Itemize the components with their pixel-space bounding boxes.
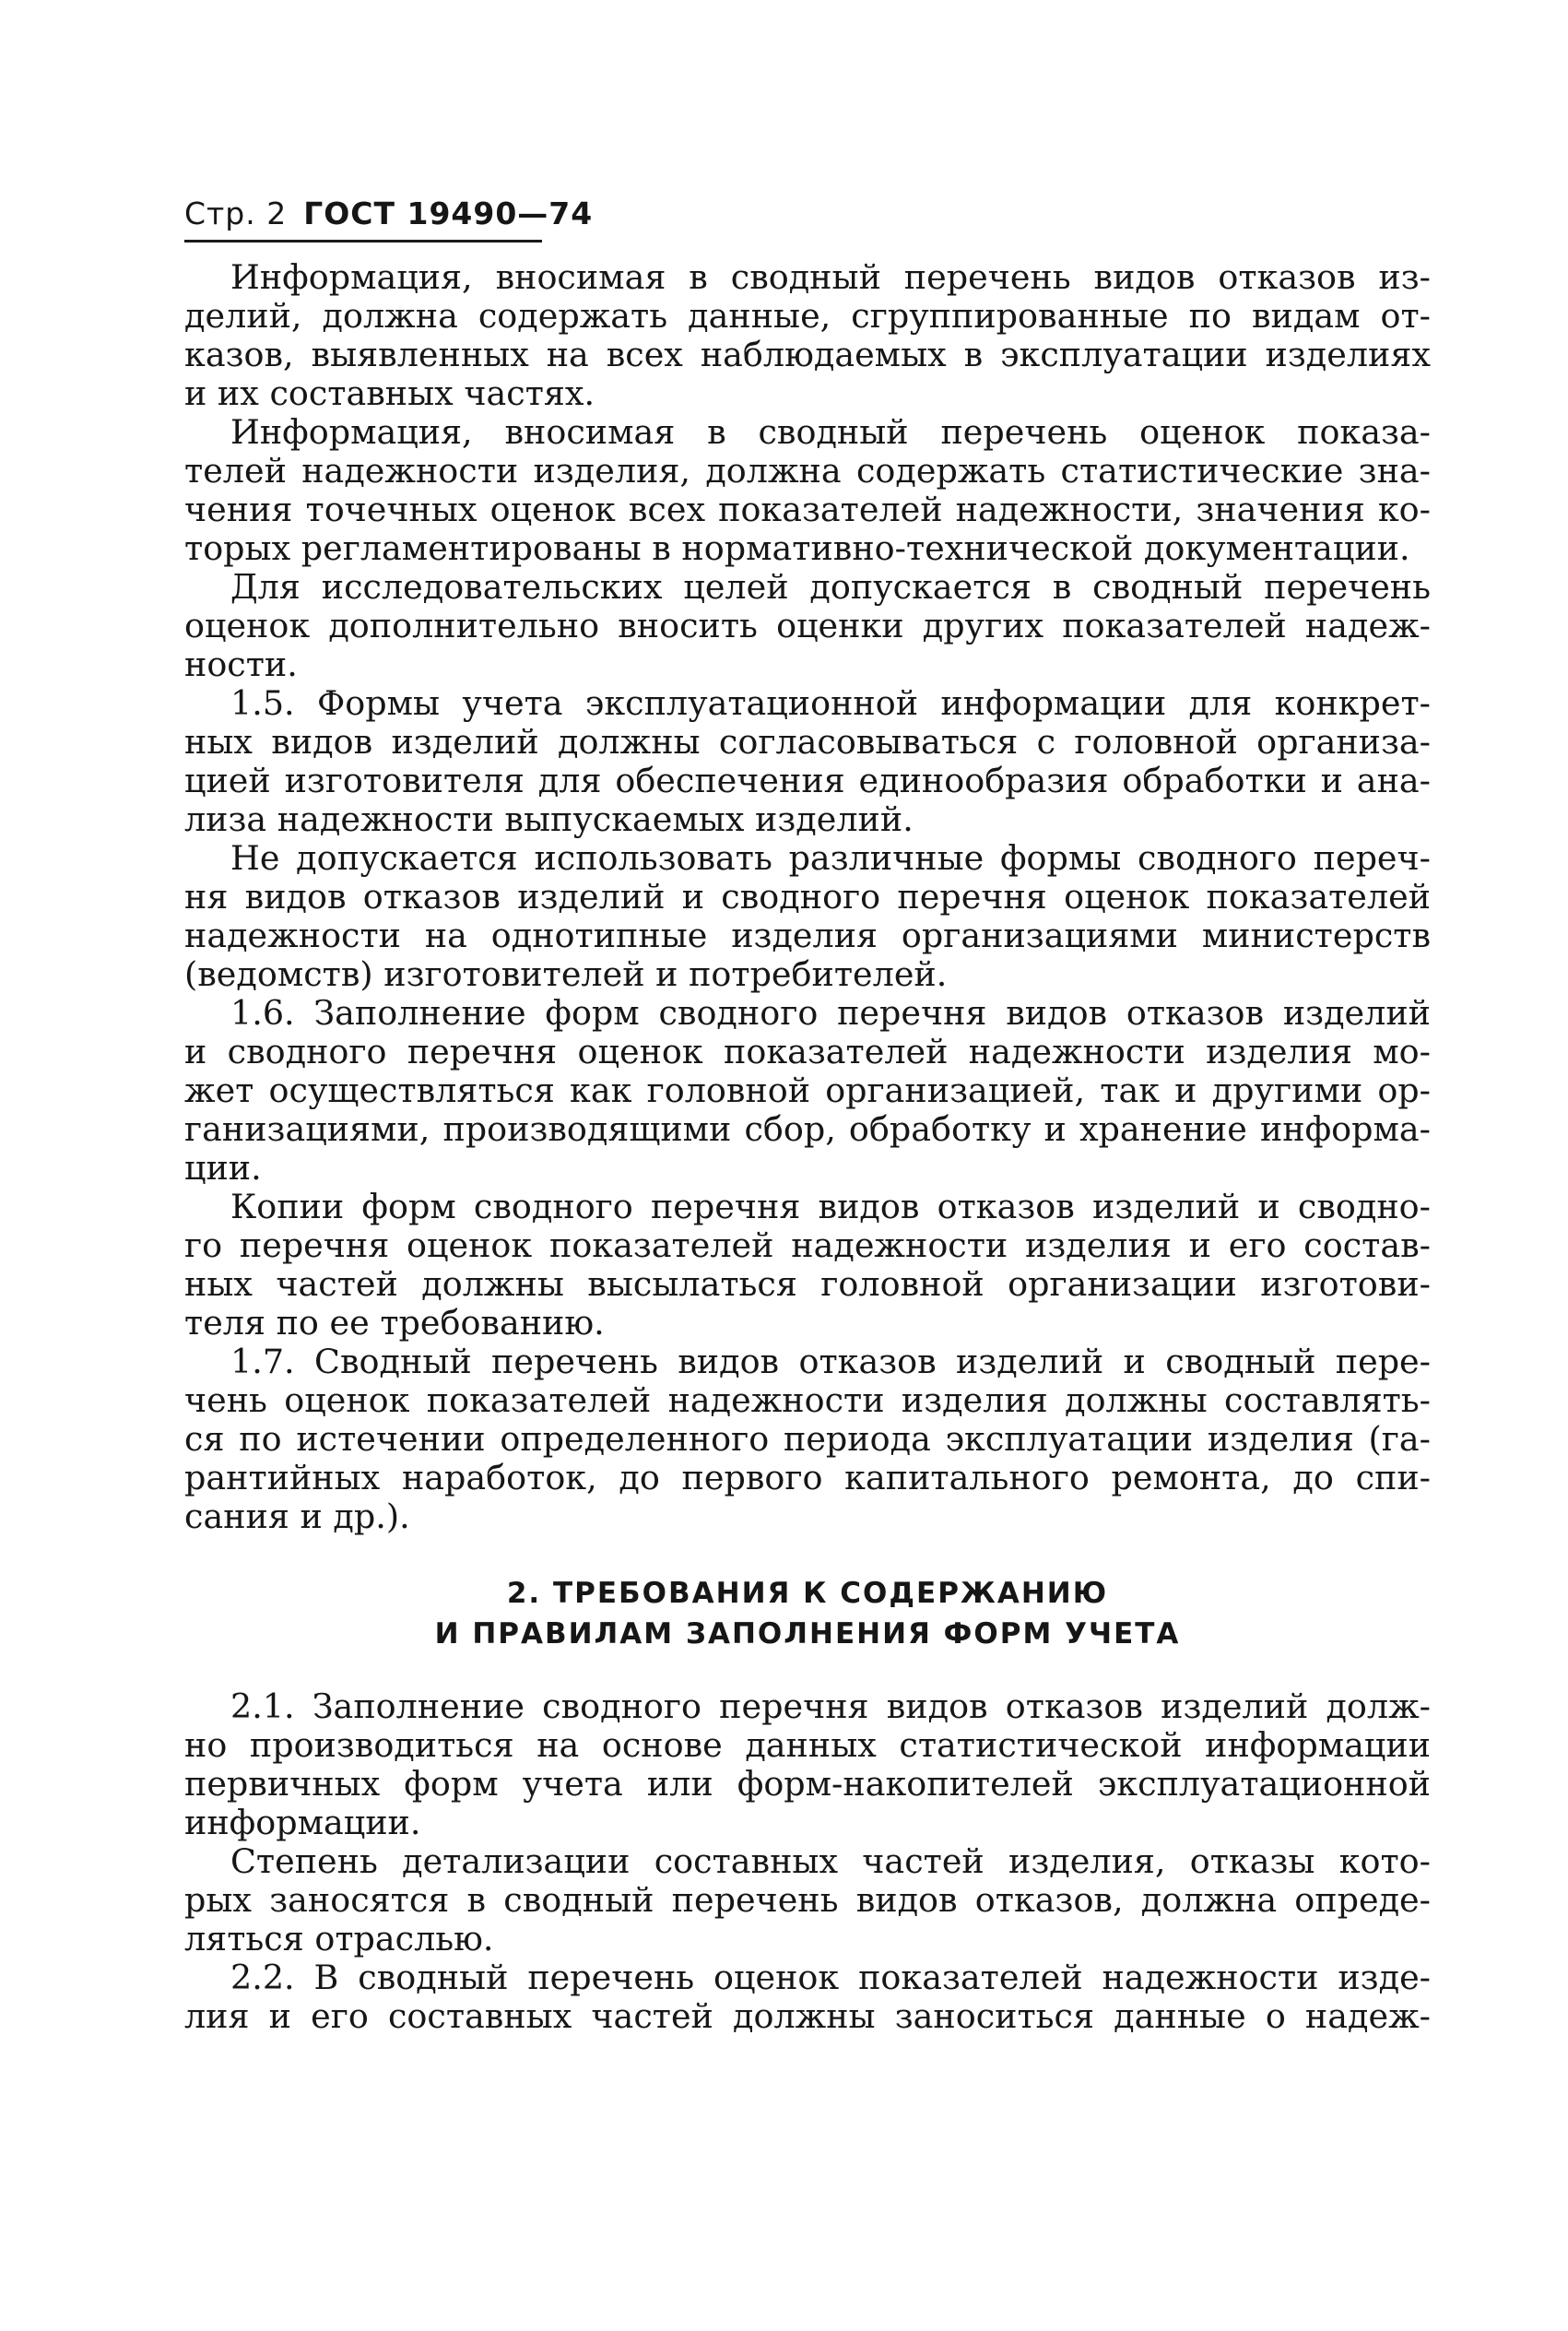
body-part-1 <box>184 258 1431 1536</box>
text-line: лиза надежности выпускаемых изделий. <box>184 799 914 839</box>
text-line: казов, выявленных на всех наблюдаемых в эксплуатации изделиях <box>184 335 1431 374</box>
body-part-2 <box>184 1687 1431 2036</box>
text-line: делий, должна содержать данные, сгруппированные по видам от- <box>184 296 1431 336</box>
standard-designation: ГОСТ 19490—74 <box>303 195 594 231</box>
paragraph <box>184 684 1431 839</box>
text-line: ня видов отказов изделий и сводного перечня оценок показателей <box>184 877 1431 917</box>
text-line: жет осуществляться как головной организацией, так и другими ор- <box>184 1071 1431 1110</box>
paragraph <box>184 1343 1431 1536</box>
text-line: ганизациями, производящими сбор, обработку и хранение информа- <box>184 1109 1431 1149</box>
text-line: информации. <box>184 1803 421 1842</box>
text-line: 1.7. Сводный перечень видов отказов изделий и сводный пере- <box>230 1342 1431 1381</box>
header-rule <box>184 240 542 243</box>
text-line: Информация, вносимая в сводный перечень оценок показа- <box>230 412 1431 452</box>
text-line: ся по истечении определенного периода эксплуатации изделия (га- <box>184 1419 1431 1459</box>
paragraph <box>184 258 1431 413</box>
text-line: Не допускается использовать различные формы сводного переч- <box>230 838 1431 878</box>
text-line: телей надежности изделия, должна содержать статистические зна- <box>184 451 1431 491</box>
text-line: чения точечных оценок всех показателей надежности, значения ко- <box>184 490 1431 529</box>
text-line: и сводного перечня оценок показателей надежности изделия мо- <box>184 1032 1431 1071</box>
paragraph <box>184 1687 1431 1842</box>
text-line: 2.2. В сводный перечень оценок показателей надежности изде- <box>230 1958 1431 1997</box>
text-line: ции. <box>184 1148 262 1188</box>
paragraph <box>184 839 1431 994</box>
section-heading-line-2: И ПРАВИЛАМ ЗАПОЛНЕНИЯ ФОРМ УЧЕТА <box>434 1617 1181 1651</box>
text-line: ляться отраслью. <box>184 1919 494 1958</box>
paragraph <box>184 994 1431 1188</box>
page-header <box>184 195 593 231</box>
text-line: но производиться на основе данных статистической информации <box>184 1725 1431 1765</box>
text-line: 1.6. Заполнение форм сводного перечня видов отказов изделий <box>230 993 1431 1033</box>
body-text <box>184 258 1431 2036</box>
paragraph <box>184 413 1431 568</box>
paragraph <box>184 568 1431 684</box>
text-line: рых заносятся в сводный перечень видов отказов, должна опреде- <box>184 1880 1431 1920</box>
text-line: цией изготовителя для обеспечения единообразия обработки и ана- <box>184 761 1431 800</box>
text-line: (ведомств) изготовителей и потребителей. <box>184 954 948 994</box>
text-line: Степень детализации составных частей изделия, отказы кото- <box>230 1841 1431 1881</box>
text-line: ных частей должны высылаться головной организации изготови- <box>184 1264 1431 1304</box>
page-number-label: Стр. 2 <box>184 195 288 231</box>
text-line: торых регламентированы в нормативно-технической документации. <box>184 528 1410 568</box>
text-line: го перечня оценок показателей надежности изделия и его состав- <box>184 1225 1431 1265</box>
text-line: и их составных частях. <box>184 373 595 413</box>
section-heading-line-1: 2. ТРЕБОВАНИЯ К СОДЕРЖАНИЮ <box>506 1577 1109 1610</box>
text-line: Для исследовательских целей допускается в сводный перечень <box>230 567 1431 607</box>
text-line: оценок дополнительно вносить оценки других показателей надеж- <box>184 606 1431 645</box>
text-line: Копии форм сводного перечня видов отказов изделий и сводно- <box>230 1187 1431 1226</box>
text-line: рантийных наработок, до первого капитального ремонта, до спи- <box>184 1458 1431 1497</box>
paragraph <box>184 1958 1431 2036</box>
text-line: ных видов изделий должны согласовываться с головной организа- <box>184 722 1431 762</box>
text-line: первичных форм учета или форм-накопителей эксплуатационной <box>184 1764 1431 1804</box>
paragraph <box>184 1188 1431 1343</box>
text-line: чень оценок показателей надежности изделия должны составлять- <box>184 1380 1431 1420</box>
text-line: ности. <box>184 645 298 684</box>
text-line: 1.5. Формы учета эксплуатационной информации для конкрет- <box>230 683 1431 723</box>
section-heading <box>184 1573 1431 1654</box>
text-line: 2.1. Заполнение сводного перечня видов отказов изделий долж- <box>230 1686 1431 1726</box>
text-line: Информация, вносимая в сводный перечень видов отказов из- <box>230 257 1431 297</box>
paragraph <box>184 1842 1431 1958</box>
text-line: надежности на однотипные изделия организациями министерств <box>184 916 1431 955</box>
text-line: теля по ее требованию. <box>184 1303 605 1343</box>
text-line: сания и др.). <box>184 1497 410 1536</box>
text-line: лия и его составных частей должны заноситься данные о надеж- <box>184 1996 1431 2036</box>
